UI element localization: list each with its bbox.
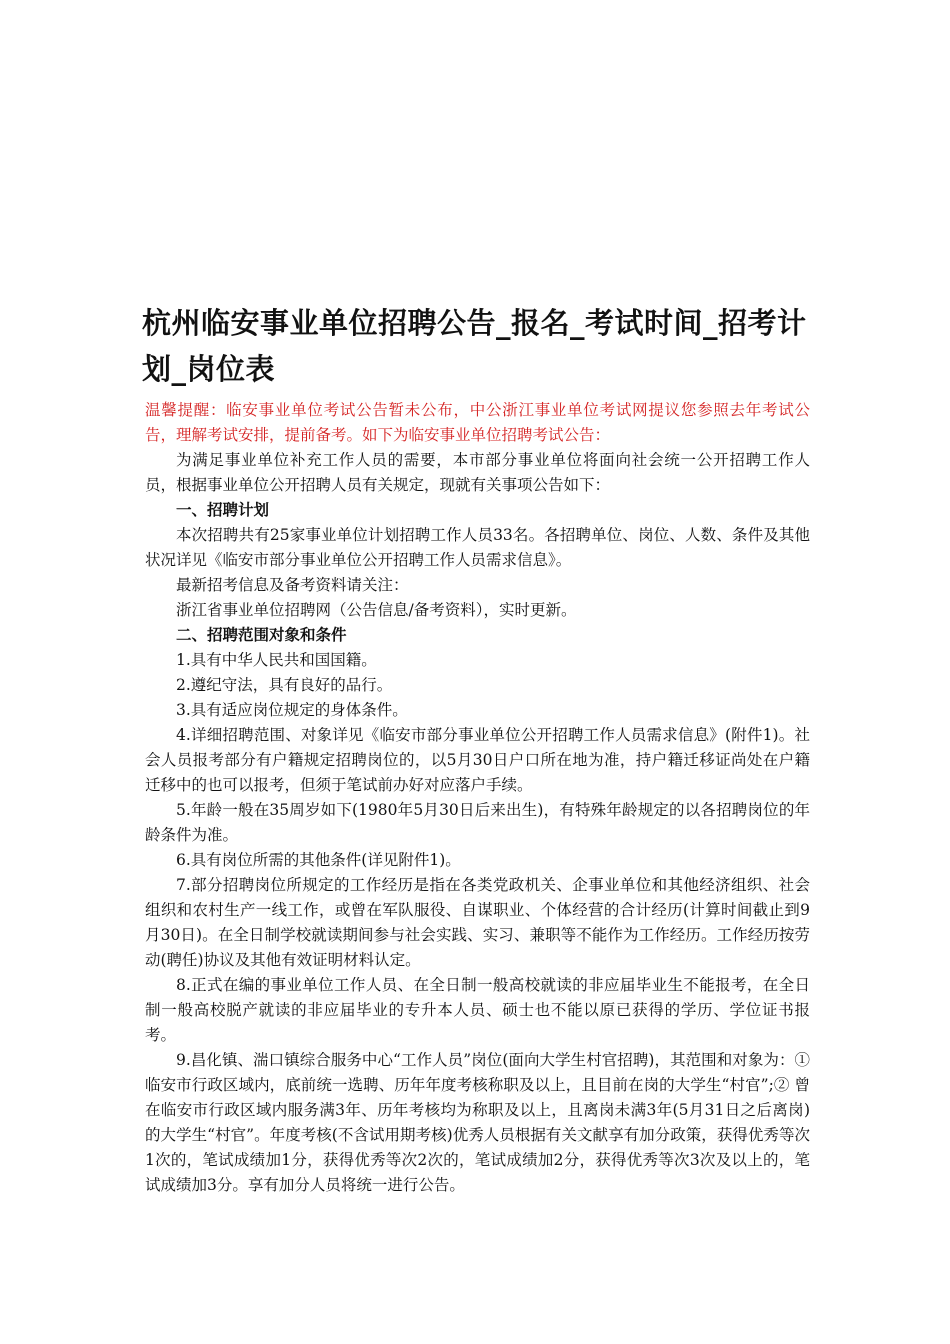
intro-paragraph: 为满足事业单位补充工作人员的需要，本市部分事业单位将面向社会统一公开招聘工作人员，根据事业单位公开招聘人员有关规定，现就有关事项公告如下： [145, 451, 810, 494]
plan-paragraph: 本次招聘共有25家事业单位计划招聘工作人员33名。各招聘单位、岗位、人数、条件及其他状况详见《临安市部分事业单位公开招聘工作人员需求信息》。 [145, 526, 810, 569]
condition-item-4: 4.详细招聘范围、对象详见《临安市部分事业单位公开招聘工作人员需求信息》(附件1)。社会人员报考部分有户籍规定招聘岗位的，以5月30日户口所在地为准，持户籍迁移证尚处在户籍迁移中的也可以报考，但须于笔试前办好对应落户手续。 [145, 726, 810, 794]
condition-item-1: 1.具有中华人民共和国国籍。 [176, 651, 377, 669]
condition-item-9: 9.昌化镇、湍口镇综合服务中心“工作人员”岗位(面向大学生村官招聘)，其范围和对象为：①临安市行政区域内，底前统一选聘、历年年度考核称职及以上，且目前在岗的大学生“村官”;② 曾在临安市行政区域内服务满3年、历年考核均为称职及以上，且离岗未满3年(5月31日之后离岗)的大学生“村官”。年度考核(不含试用期考核)优秀人员根据有关文献享有加分政策，获得优秀等次1次的，笔试成绩加1分，获得优秀等次2次的，笔试成绩加2分，获得优秀等次3次及以上的，笔试成绩加3分。享有加分人员将统一进行公告。 [145, 1051, 810, 1194]
condition-item-5: 5.年龄一般在35周岁如下(1980年5月30日后来出生)，有特殊年龄规定的以各招聘岗位的年龄条件为准。 [145, 801, 810, 844]
section-heading-conditions: 二、招聘范围对象和条件 [176, 626, 347, 644]
follow-site-paragraph: 浙江省事业单位招聘网（公告信息/备考资料），实时更新。 [176, 601, 577, 619]
condition-item-8: 8.正式在编的事业单位工作人员、在全日制一般高校就读的非应届毕业生不能报考，在全日制一般高校脱产就读的非应届毕业的专升本人员、硕士也不能以原已获得的学历、学位证书报考。 [145, 976, 810, 1044]
reminder-notice: 温馨提醒：临安事业单位考试公告暂未公布，中公浙江事业单位考试网提议您参照去年考试公告，理解考试安排，提前备考。如下为临安事业单位招聘考试公告： [145, 401, 810, 444]
condition-item-6: 6.具有岗位所需的其他条件(详见附件1)。 [176, 851, 461, 869]
document-body [145, 398, 810, 1198]
condition-item-3: 3.具有适应岗位规定的身体条件。 [176, 701, 408, 719]
follow-info-paragraph: 最新招考信息及备考资料请关注： [176, 576, 409, 594]
document-title: 杭州临安事业单位招聘公告_报名_考试时间_招考计划_岗位表 [142, 306, 807, 386]
condition-item-2: 2.遵纪守法，具有良好的品行。 [176, 676, 393, 694]
section-heading-plan: 一、招聘计划 [176, 501, 270, 519]
condition-item-7: 7.部分招聘岗位所规定的工作经历是指在各类党政机关、企事业单位和其他经济组织、社会组织和农村生产一线工作，或曾在军队服役、自谋职业、个体经营的合计经历(计算时间截止到9月30日)。在全日制学校就读期间参与社会实践、实习、兼职等不能作为工作经历。工作经历按劳动(聘任)协议及其他有效证明材料认定。 [145, 876, 810, 969]
